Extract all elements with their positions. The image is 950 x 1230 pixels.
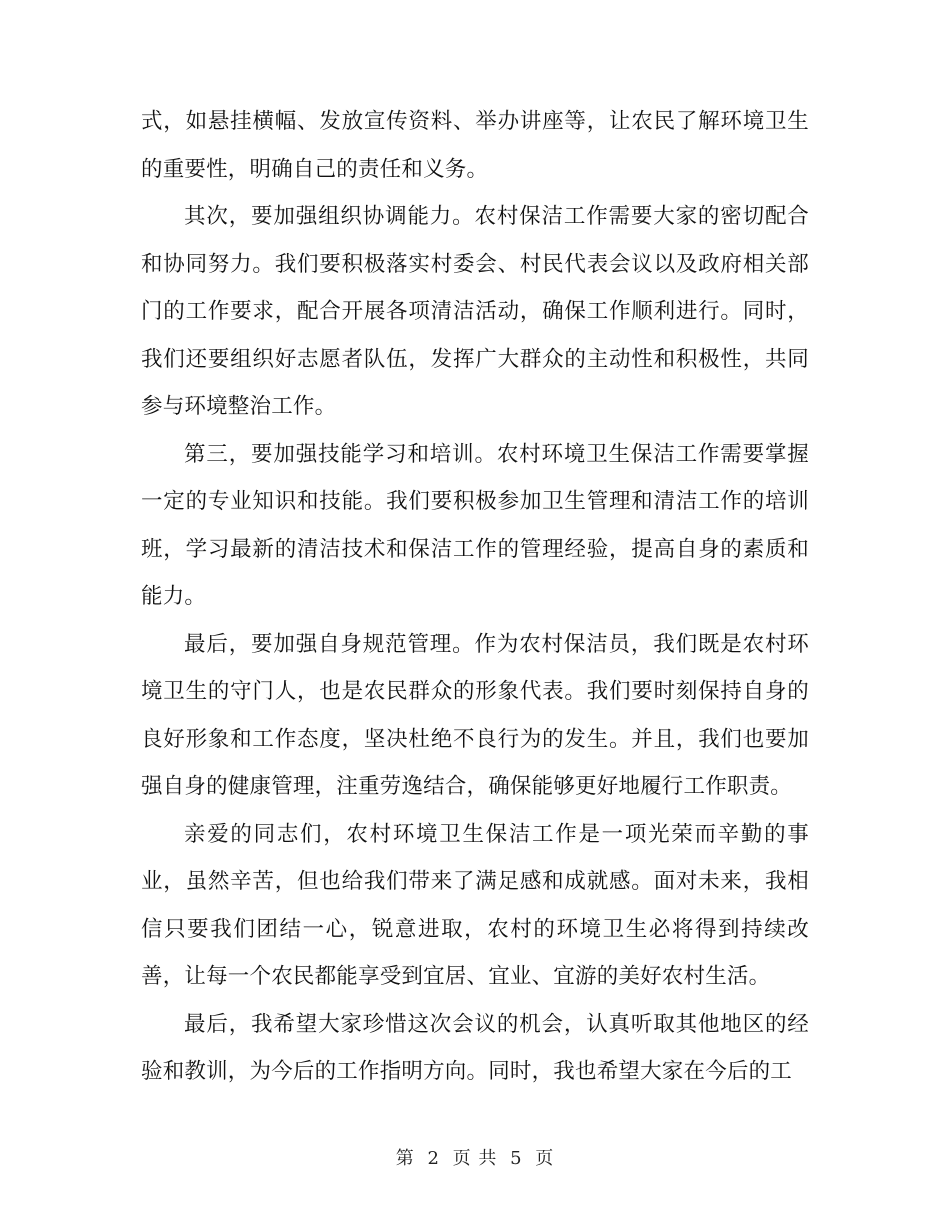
paragraph-6: 最后，我希望大家珍惜这次会议的机会，认真听取其他地区的经验和教训，为今后的工作指明方向。同时，我也希望大家在今后的工 <box>141 1011 809 1084</box>
paragraph-3: 第三，要加强技能学习和培训。农村环境卫生保洁工作需要掌握一定的专业知识和技能。我们要积极参加卫生管理和清洁工作的培训班，学习最新的清洁技术和保洁工作的管理经验，提高自身的素质和能力。 <box>141 441 809 609</box>
paragraph-5: 亲爱的同志们，农村环境卫生保洁工作是一项光荣而辛勤的事业，虽然辛苦，但也给我们带来了满足感和成就感。面对未来，我相信只要我们团结一心，锐意进取，农村的环境卫生必将得到持续改善，让每一个农民都能享受到宜居、宜业、宜游的美好农村生活。 <box>141 821 809 989</box>
footer-current-page: 2 <box>427 1148 440 1169</box>
footer-suffix: 页 <box>535 1148 555 1169</box>
paragraph-1: 式，如悬挂横幅、发放宣传资料、举办讲座等，让农民了解环境卫生的重要性，明确自己的责任和义务。 <box>141 109 809 182</box>
footer-prefix: 第 <box>395 1148 415 1169</box>
document-body <box>141 98 809 1096</box>
paragraph-4: 最后，要加强自身规范管理。作为农村保洁员，我们既是农村环境卫生的守门人，也是农民群众的形象代表。我们要时刻保持自身的良好形象和工作态度，坚决杜绝不良行为的发生。并且，我们也要加强自身的健康管理，注重劳逸结合，确保能够更好地履行工作职责。 <box>141 631 809 799</box>
footer-total-pages: 5 <box>510 1148 523 1169</box>
paragraph-2: 其次，要加强组织协调能力。农村保洁工作需要大家的密切配合和协同努力。我们要积极落实村委会、村民代表会议以及政府相关部门的工作要求，配合开展各项清洁活动，确保工作顺利进行。同时，我们还要组织好志愿者队伍，发挥广大群众的主动性和积极性，共同参与环境整治工作。 <box>141 204 809 419</box>
footer-middle: 页 共 <box>452 1148 498 1169</box>
page-footer <box>0 1146 950 1172</box>
